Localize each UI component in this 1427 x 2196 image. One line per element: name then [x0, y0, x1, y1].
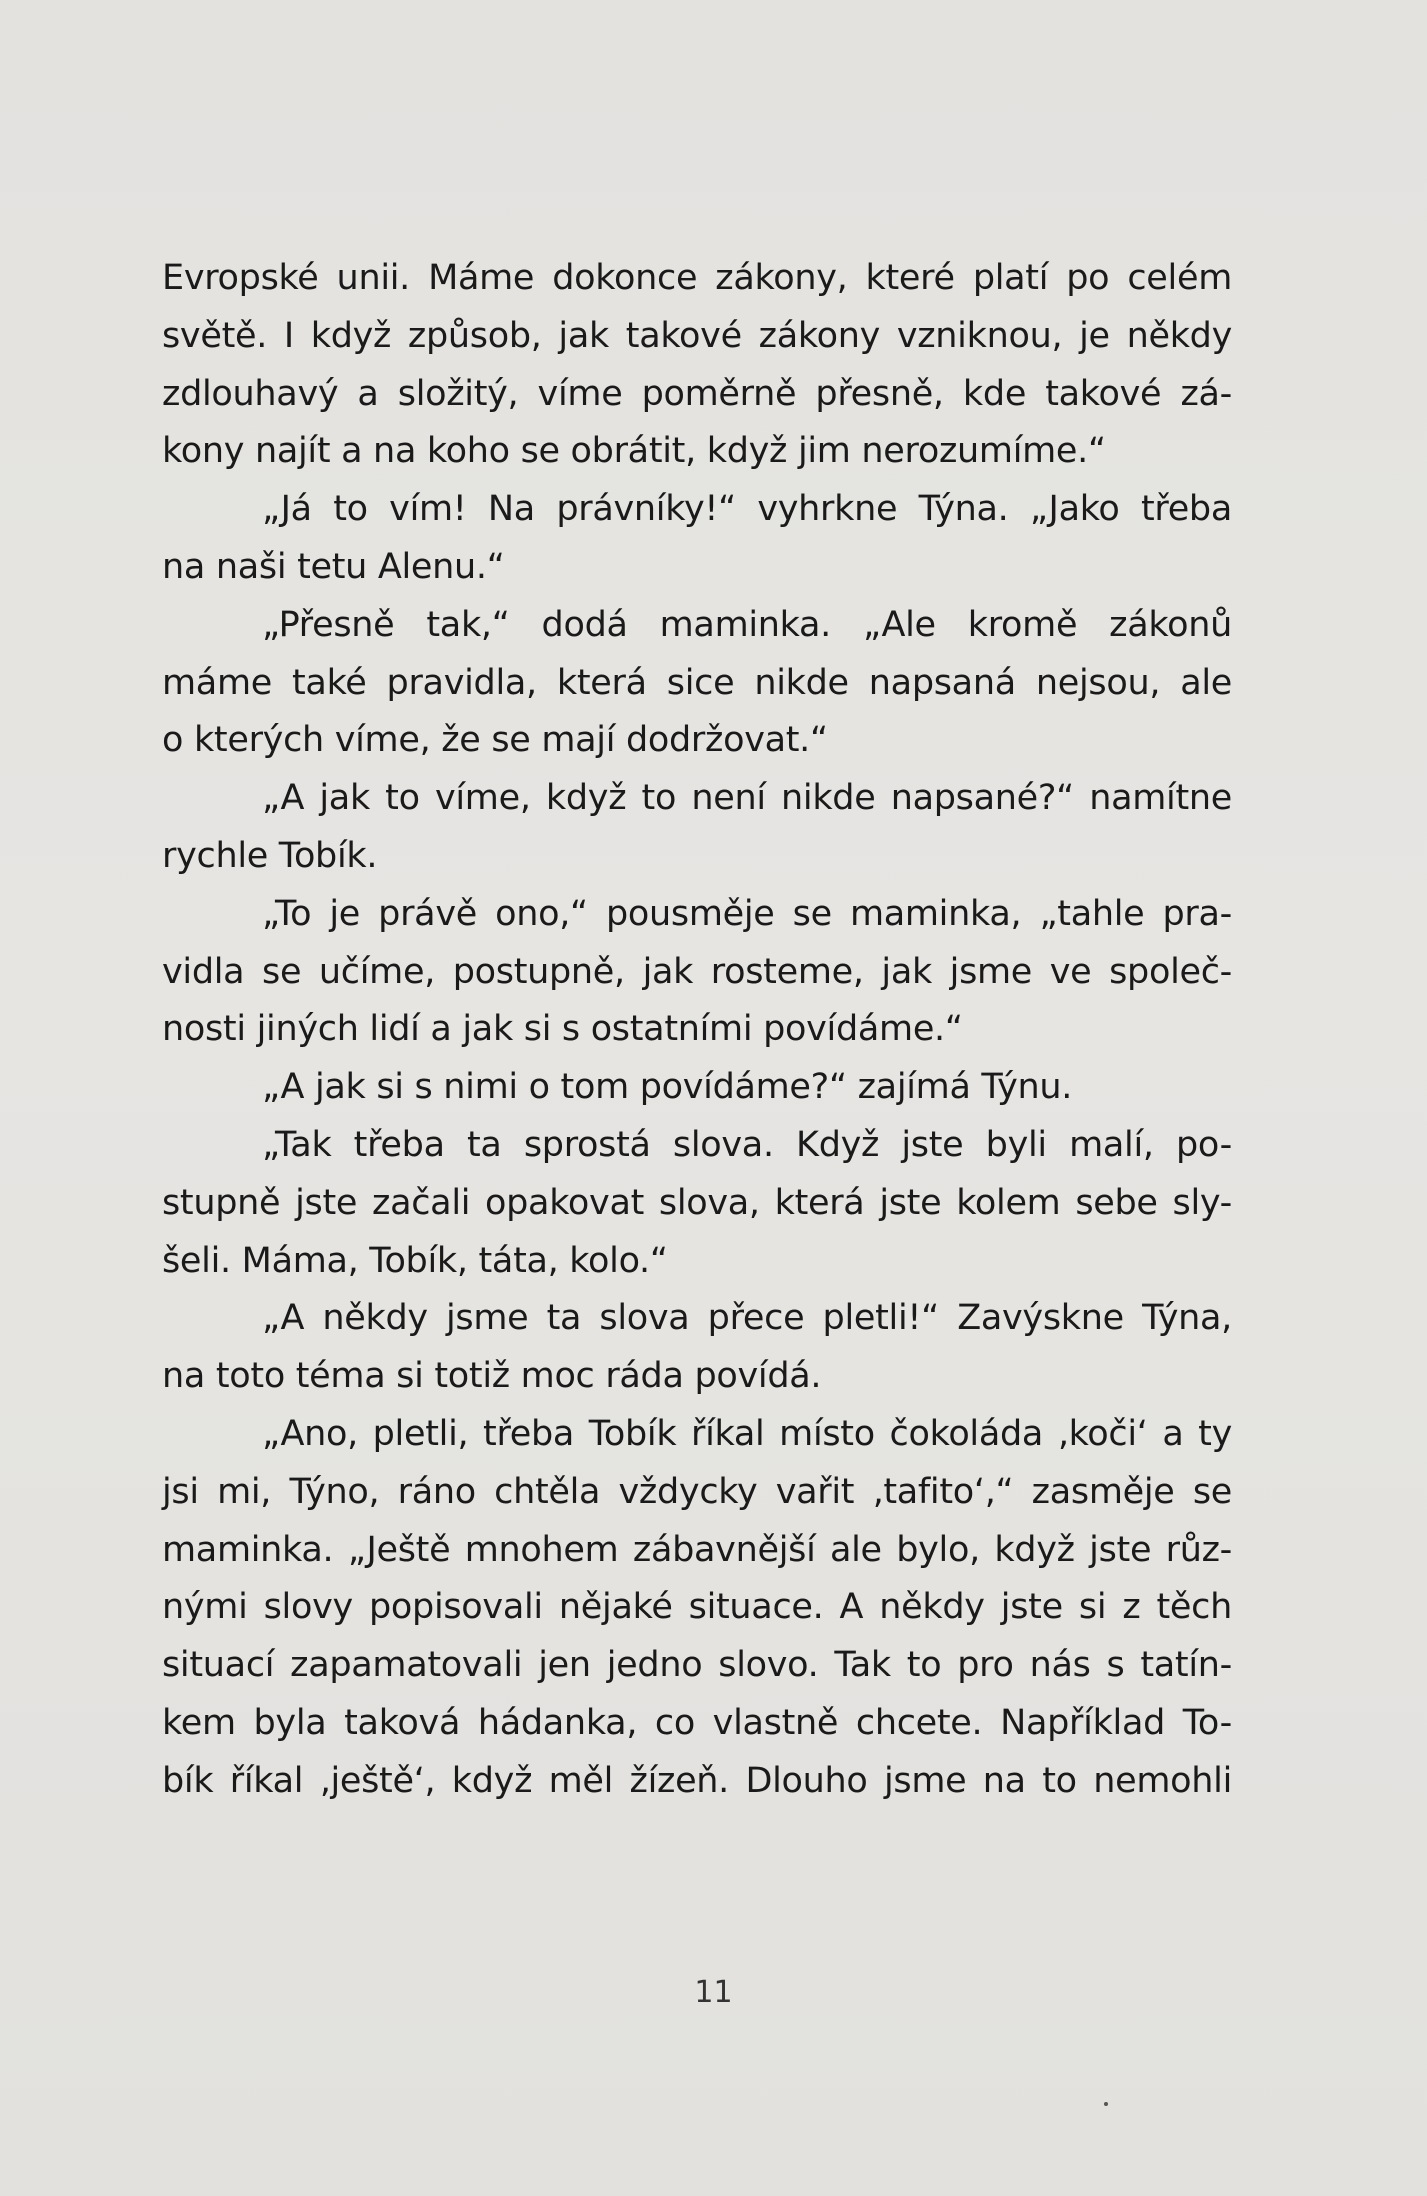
text-line: kem byla taková hádanka, co vlastně chcete. Například To- [162, 1702, 1232, 1743]
text-line: šeli. Máma, Tobík, táta, kolo.“ [162, 1240, 668, 1281]
text-line: „A jak si s nimi o tom povídáme?“ zajímá Týnu. [262, 1067, 1073, 1108]
text-line: světě. I když způsob, jak takové zákony vzniknou, je někdy [162, 315, 1232, 356]
text-line: stupně jste začali opakovat slova, která jste kolem sebe sly- [162, 1182, 1232, 1223]
text-line: na toto téma si totiž moc ráda povídá. [162, 1356, 822, 1397]
text-line: nými slovy popisovali nějaké situace. A někdy jste si z těch [162, 1587, 1232, 1628]
text-line: vidla se učíme, postupně, jak rosteme, jak jsme ve společ- [162, 951, 1232, 992]
text-line: maminka. „Ještě mnohem zábavnější ale bylo, když jste růz- [162, 1529, 1232, 1570]
page-number: 11 [694, 1975, 733, 2010]
text-line: zdlouhavý a složitý, víme poměrně přesně, kde takové zá- [162, 373, 1232, 414]
text-line: Evropské unii. Máme dokonce zákony, které platí po celém [162, 258, 1232, 298]
text-line: jsi mi, Týno, ráno chtěla vždycky vařit ‚tafito‘,“ zasměje se [162, 1471, 1232, 1512]
text-line: bík říkal ‚ještě‘, když měl žízeň. Dlouho jsme na to nemohli [162, 1760, 1232, 1801]
text-line: „A jak to víme, když to není nikde napsané?“ namítne [262, 778, 1232, 819]
paper-speck [1104, 2102, 1108, 2106]
text-line: „A někdy jsme ta slova přece pletli!“ Zavýskne Týna, [262, 1298, 1232, 1339]
text-line: o kterých víme, že se mají dodržovat.“ [162, 720, 828, 761]
text-line: „Přesně tak,“ dodá maminka. „Ale kromě zákonů [262, 604, 1232, 645]
text-line: na naši tetu Alenu.“ [162, 546, 505, 587]
text-line: kony najít a na koho se obrátit, když jim nerozumíme.“ [162, 431, 1106, 472]
text-line: „Tak třeba ta sprostá slova. Když jste byli malí, po- [262, 1124, 1232, 1165]
text-line: máme také pravidla, která sice nikde napsaná nejsou, ale [162, 662, 1232, 703]
text-line: „Já to vím! Na právníky!“ vyhrkne Týna. „Jako třeba [262, 489, 1232, 530]
text-line: „Ano, pletli, třeba Tobík říkal místo čokoláda ‚koči‘ a ty [262, 1413, 1232, 1454]
text-line: nosti jiných lidí a jak si s ostatními povídáme.“ [162, 1009, 963, 1050]
body-text [162, 250, 1232, 1811]
text-line: situací zapamatovali jen jedno slovo. Tak to pro nás s tatín- [162, 1645, 1232, 1686]
text-line: „To je právě ono,“ pousměje se maminka, „tahle pra- [262, 893, 1232, 934]
text-line: rychle Tobík. [162, 835, 378, 876]
